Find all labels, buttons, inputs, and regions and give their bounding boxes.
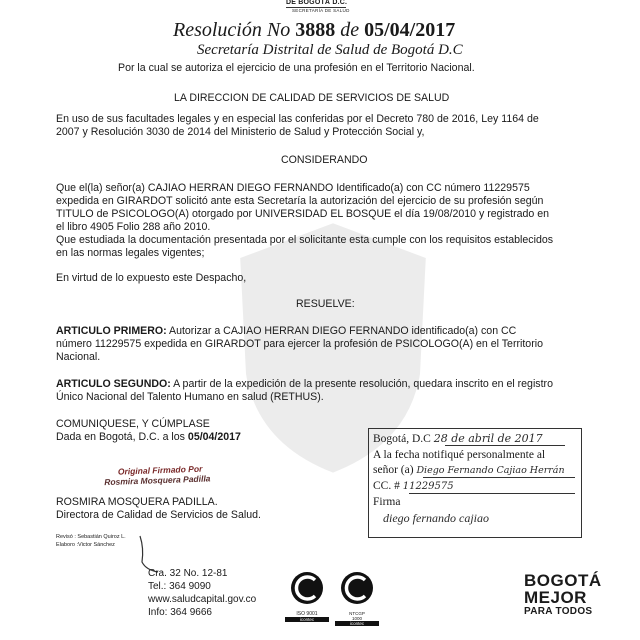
- articulo-primero-line-1: [56, 325, 516, 338]
- considerando-line-6: en las normas legales vigentes;: [56, 247, 205, 259]
- notification-place-label: Bogotá, D.C: [373, 433, 431, 445]
- resolution-number: 3888: [295, 19, 336, 41]
- icontec-seal-icon: [285, 570, 329, 606]
- address-line-4: Info: 364 9666: [148, 607, 212, 618]
- considerando-line-4: el libro 4905 Folio 288 año 2010.: [56, 221, 211, 233]
- signer-role: Directora de Calidad de Servicios de Salud.: [56, 509, 261, 521]
- ntc-label-2: 1000: [351, 616, 362, 621]
- notification-line-2: A la fecha notifiqué personalmente al: [373, 449, 546, 461]
- resuelve-heading: RESUELVE:: [296, 298, 355, 310]
- stamp-line-2: Rosmira Mosquera Padilla: [104, 473, 211, 488]
- org-line-2: SECRETARÍA DE SALUD: [292, 8, 350, 13]
- dada-line: [56, 431, 241, 444]
- senor-handwritten: Diego Fernando Cajiao Herrán: [416, 465, 565, 476]
- header-rule: [286, 7, 346, 8]
- notification-place: [373, 432, 543, 445]
- uso-line-1: En uso de sus facultades legales y en especial las conferidas por el Decreto 780 de 2016, Ley 1164 de: [56, 113, 539, 125]
- resolution-heading: [173, 19, 455, 42]
- considerando-line-5: Que estudiada la documentación presentada por el solicitante esta cumple con los requisitos establecidos: [56, 234, 554, 246]
- org-line-1: DE BOGOTÁ D.C.: [286, 0, 348, 6]
- uso-line-2: 2007 y Resolución 3030 de 2014 del Ministerio de Salud y Protección Social y,: [56, 126, 425, 138]
- notification-cc: [373, 480, 454, 492]
- signer-name: ROSMIRA MOSQUERA PADILLA.: [56, 496, 218, 508]
- ntc-label-1: NTCGP: [349, 611, 365, 616]
- firma-label: Firma: [373, 496, 401, 508]
- cc-handwritten: 11229575: [402, 481, 454, 492]
- resolution-label: Resolución No: [173, 19, 291, 41]
- articulo-primero-label: ARTICULO PRIMERO:: [56, 325, 167, 337]
- elaboro-line: Elaboro :Victor Sánchez: [56, 542, 115, 548]
- articulo-segundo-label: ARTICULO SEGUNDO:: [56, 378, 171, 390]
- articulo-primero-text-1: Autorizar a CAJIAO HERRAN DIEGO FERNANDO identificado(a) con CC: [166, 325, 517, 337]
- original-firmado-stamp: [104, 463, 211, 488]
- comuniquese-line: COMUNIQUESE, Y CÚMPLASE: [56, 418, 210, 430]
- articulo-segundo-line-2: Único Nacional del Talento Humano en salud (RETHUS).: [56, 391, 324, 403]
- iso-icontec: icontec: [285, 617, 329, 622]
- notification-date-handwritten: 28 de abril de 2017: [433, 432, 543, 445]
- subtitle: Por la cual se autoriza el ejercicio de una profesión en el Territorio Nacional.: [118, 62, 475, 74]
- ntc-icontec: icontec: [335, 621, 379, 626]
- bogota-mejor-logo: [524, 572, 602, 618]
- articulo-segundo-text-1: A partir de la expedición de la presente resolución, quedara inscrito en el registro: [170, 378, 553, 390]
- resolution-de: de: [340, 19, 360, 41]
- address-line-2: Tel.: 364 9090: [148, 581, 211, 592]
- iso-9001-logo: [285, 570, 329, 622]
- place-underline: [445, 445, 565, 446]
- considerando-line-1: Que el(la) señor(a) CAJIAO HERRAN DIEGO FERNANDO Identificado(a) con CC número 11229575: [56, 182, 530, 194]
- articulo-segundo-line-1: [56, 378, 553, 391]
- secretaria-title: Secretaría Distrital de Salud de Bogotá D.C: [197, 42, 463, 58]
- dada-date: 05/04/2017: [187, 431, 241, 443]
- reviso-line: Revisó : Sebastián Quiroz L.: [56, 534, 126, 540]
- resolution-date: 05/04/2017: [364, 19, 456, 41]
- articulo-primero-line-3: Nacional.: [56, 351, 101, 363]
- cc-label: CC. #: [373, 480, 400, 492]
- senor-underline: [423, 477, 575, 478]
- considerando-line-3: TITULO de PSICOLOGO(A) otorgado por UNIVERSIDAD EL BOSQUE el día 19/08/2010 y registrado en: [56, 208, 550, 220]
- address-line-3: www.saludcapital.gov.co: [148, 594, 257, 605]
- ntcgp-1000-logo: [335, 570, 379, 626]
- brand-line-3: PARA TODOS: [524, 606, 593, 617]
- notification-senor: [373, 464, 565, 476]
- virtud-line: En virtud de lo expuesto este Despacho,: [56, 272, 247, 284]
- iso-label: ISO 9001: [296, 611, 318, 617]
- icontec-seal-icon-2: [335, 570, 379, 606]
- dada-label: Dada en Bogotá, D.C. a los: [56, 431, 185, 443]
- direccion-heading: LA DIRECCION DE CALIDAD DE SERVICIOS DE SALUD: [174, 92, 450, 104]
- address-line-1: Cra. 32 No. 12-81: [148, 568, 228, 579]
- brand-line-1: BOGOTÁ: [524, 571, 602, 590]
- firma-handwritten: diego fernando cajiao: [383, 511, 489, 525]
- notification-box: [368, 428, 582, 538]
- brand-line-2: MEJOR: [524, 588, 587, 607]
- considerando-line-2: expedida en GIRARDOT solicitó ante esta Secretaría la autorización del ejercicio de su profesión según: [56, 195, 544, 207]
- cc-underline: [409, 493, 575, 494]
- articulo-primero-line-2: número 11229575 expedida en GIRARDOT para ejercer la profesión de PSICOLOGO(A) en el Territorio: [56, 338, 543, 350]
- considerando-heading: CONSIDERANDO: [281, 154, 368, 166]
- senor-label: señor (a): [373, 464, 414, 476]
- stamp-line-1: Original Firmado Por: [117, 463, 203, 477]
